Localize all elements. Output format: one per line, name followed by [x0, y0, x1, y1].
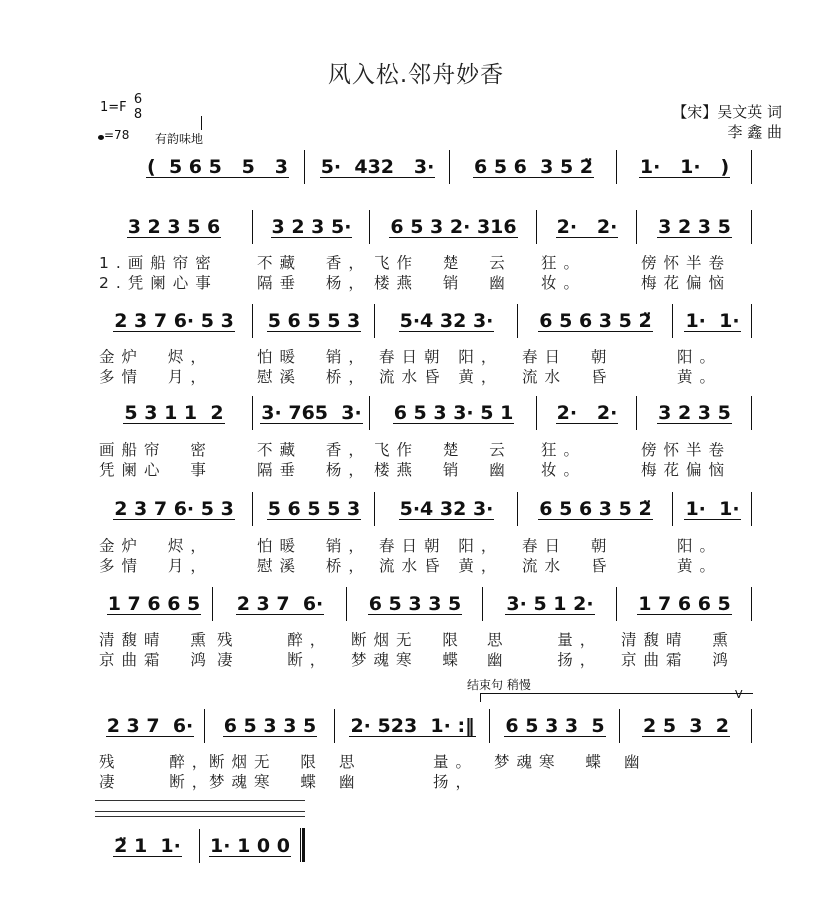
- measure: [95, 711, 205, 741]
- lyric-segment: 春日朝 阳，: [379, 537, 504, 555]
- measure: [95, 494, 253, 524]
- measure-notes: 1· 1· ): [639, 155, 730, 178]
- notes-row: [95, 494, 752, 524]
- lyric-segment: 梦魂寒 蝶: [209, 773, 323, 791]
- measure: [253, 398, 370, 428]
- measure: [253, 212, 370, 242]
- bar-line: [751, 709, 752, 743]
- measure-notes: 3 2 3 5 6: [127, 215, 221, 238]
- lyric-segment: 慰溪 桥，: [257, 557, 371, 575]
- lyric-segment: 怕暖 销，: [257, 348, 371, 366]
- lyric-segment: 断烟无 限: [351, 631, 465, 649]
- slur-line: [95, 816, 305, 817]
- notes-row: [130, 152, 752, 182]
- lyric-segment: 京曲霜 鸿: [99, 651, 213, 669]
- measure-notes: 3· 765 3·: [261, 401, 362, 424]
- bar-line: [751, 492, 752, 526]
- measure: [483, 589, 617, 619]
- lyric-segment: 凄 断，: [99, 773, 215, 791]
- measure-notes: 3· 5 1 2·: [506, 592, 594, 615]
- lyric-segment: 阳。: [677, 348, 723, 366]
- lyric-segment: 隔垂 杨，: [257, 461, 371, 479]
- measure: [370, 398, 537, 428]
- measure-notes: 1 7 6 6 5: [638, 592, 731, 615]
- bar-line: [751, 396, 752, 430]
- measure: [95, 306, 253, 336]
- measure-notes: 5·4 32 3·: [399, 497, 494, 520]
- lyric-segment: 楼燕 销 幽: [374, 461, 512, 479]
- measure-notes: 6 5 3 2· 316: [390, 215, 517, 238]
- lyrics-verse-2: [95, 554, 752, 576]
- expression-marking: 有韵味地: [155, 132, 204, 146]
- measure-notes: 2 3 7 6· 5 3: [114, 497, 234, 520]
- measure: [95, 589, 213, 619]
- lyric-segment: 清馥晴 熏: [621, 631, 735, 649]
- lyric-segment: 慰溪 桥，: [257, 368, 371, 386]
- notes-row: [95, 711, 752, 741]
- lyric-segment: 妆。: [541, 274, 587, 292]
- bar-line: [751, 210, 752, 244]
- lyric-segment: [620, 770, 752, 792]
- lyrics-verse-1: [95, 438, 752, 460]
- bar-line: [751, 587, 752, 621]
- lyric-segment: 多情 月，: [99, 557, 213, 575]
- lyric-segment: 梅花偏恼: [641, 274, 732, 292]
- measure-notes: 5· 432 3·: [320, 155, 435, 178]
- notes-row: [95, 398, 752, 428]
- lyrics-verse-2: [95, 365, 752, 387]
- bar-line: [751, 150, 752, 184]
- lyrics-verse-1: [95, 628, 752, 650]
- time-denominator: 8: [133, 107, 143, 122]
- lyrics-verse-2: [95, 648, 752, 670]
- measure: [200, 831, 300, 861]
- measure: [335, 711, 490, 741]
- lyric-segment: 流水 昏: [522, 557, 614, 575]
- notes-row: [95, 831, 300, 861]
- crescendo-lines: [95, 800, 305, 812]
- measure: [637, 212, 752, 242]
- lyric-segment: 妆。: [541, 461, 587, 479]
- lyric-segment: 黄。: [677, 368, 723, 386]
- lyric-segment: 春日 朝: [522, 537, 614, 555]
- measure: [673, 494, 752, 524]
- tempo-marking: [98, 128, 129, 142]
- lyric-segment: 流水昏 黄，: [379, 368, 504, 386]
- measure: [537, 212, 637, 242]
- measure-notes: ( 5 6 5 5 3: [147, 155, 288, 178]
- measure: [637, 398, 752, 428]
- lyric-segment: 飞作 楚 云: [374, 254, 512, 272]
- notes-row: [95, 306, 752, 336]
- measure-notes: 1 7 6 6 5: [107, 592, 201, 615]
- lyric-segment: [490, 770, 620, 792]
- lyrics-verse-2: [95, 770, 752, 792]
- measure: [620, 711, 752, 741]
- lyric-segment: 流水昏 黄，: [379, 557, 504, 575]
- measure-notes: 6 5 3 3 5: [505, 714, 605, 737]
- measure-notes: 5 6 5 5 3: [267, 309, 361, 332]
- lyric-segment: 隔垂 杨，: [257, 274, 371, 292]
- measure: [130, 152, 305, 182]
- measure-notes: 2· 2·: [556, 215, 618, 238]
- composer-credit: 李 鑫 曲: [727, 123, 782, 141]
- measure-notes: 2 3 7 6·: [236, 592, 324, 615]
- measure-notes: 6 5 6 3 5 2̈: [473, 155, 593, 178]
- measure: [370, 212, 537, 242]
- lyric-segment: 幽: [624, 753, 647, 771]
- lyric-segment: 清馥晴 熏: [99, 631, 213, 649]
- lyric-segment: 飞作 楚 云: [374, 441, 512, 459]
- lyric-segment: 画船帘 密: [99, 441, 213, 459]
- lyric-segment: 春日 朝: [522, 348, 614, 366]
- lyric-segment: 梅花偏恼: [641, 461, 732, 479]
- measure: [617, 589, 752, 619]
- measure-notes: 1· 1·: [685, 497, 740, 520]
- measure: [347, 589, 483, 619]
- lyric-segment: 1.画船帘密: [99, 254, 218, 272]
- tempo-value: =78: [104, 128, 130, 142]
- song-title: 风入松.邻舟妙香: [327, 62, 505, 88]
- measure: [537, 398, 637, 428]
- measure-notes: 2 3 7 6·: [106, 714, 194, 737]
- lyric-segment: 凄 断，: [217, 651, 333, 669]
- lyric-segment: 不藏 香，: [257, 254, 371, 272]
- measure: [617, 152, 752, 182]
- lyricist-credit: 【宋】吴文英 词: [672, 103, 782, 121]
- lyric-segment: 流水 昏: [522, 368, 614, 386]
- lyric-segment: 黄。: [677, 557, 723, 575]
- measure-notes: 3 2 3 5: [658, 215, 731, 238]
- time-numerator: 6: [133, 92, 143, 107]
- measure: [253, 494, 375, 524]
- quarter-note-icon: [98, 135, 104, 140]
- measure-notes: 1· 1 0 0: [210, 834, 290, 857]
- measure-notes: 3 2 3 5: [658, 401, 731, 424]
- lyric-segment: 残 醉，: [99, 753, 215, 771]
- lyrics-verse-2: [95, 271, 752, 293]
- lyric-segment: 凭阑心 事: [99, 461, 213, 479]
- measure: [95, 212, 253, 242]
- lyric-segment: 幽 扬，: [487, 651, 603, 669]
- measure: [213, 589, 347, 619]
- breath-mark: V: [735, 688, 743, 701]
- measure: [375, 306, 518, 336]
- measure-notes: 3 2 3 5·: [271, 215, 352, 238]
- notes-row: [95, 212, 752, 242]
- measure: [95, 831, 200, 861]
- lyrics-verse-2: [95, 458, 752, 480]
- measure-notes: 2 5 3 2: [643, 714, 729, 737]
- lyric-segment: 幽 扬，: [339, 773, 479, 791]
- final-barline: [300, 828, 305, 862]
- lyric-segment: 2.凭阑心事: [99, 274, 218, 292]
- measure: [95, 398, 253, 428]
- measure-notes: 5 6 5 5 3: [267, 497, 361, 520]
- lyrics-verse-1: [95, 534, 752, 556]
- lyric-segment: 梦魂寒 蝶: [351, 651, 465, 669]
- measure-notes: 2 3 7 6· 5 3: [114, 309, 234, 332]
- lyric-segment: 不藏 香，: [257, 441, 371, 459]
- measure: [450, 152, 617, 182]
- lyric-segment: 傍怀半卷: [641, 254, 732, 272]
- lyric-segment: 楼燕 销 幽: [374, 274, 512, 292]
- lyric-segment: 春日朝 阳，: [379, 348, 504, 366]
- lyric-segment: 京曲霜 鸿: [621, 651, 735, 669]
- ending-bracket: [480, 693, 753, 702]
- measure-notes: 2̈ 1 1·: [114, 834, 181, 857]
- measure: [205, 711, 335, 741]
- measure: [518, 306, 673, 336]
- lyric-segment: 梦魂寒 蝶: [494, 753, 608, 771]
- measure-notes: 2· 2·: [556, 401, 618, 424]
- lyrics-verse-1: [95, 251, 752, 273]
- lyric-segment: 金炉 烬，: [99, 537, 213, 555]
- lyric-segment: 多情 月，: [99, 368, 213, 386]
- lyric-segment: 怕暖 销，: [257, 537, 371, 555]
- lyric-segment: 狂。: [541, 441, 587, 459]
- measure: [490, 711, 620, 741]
- measure: [375, 494, 518, 524]
- measure-notes: 6 5 6 3 5 2̈: [539, 309, 652, 332]
- lyric-segment: 断烟无 限: [209, 753, 323, 771]
- measure-notes: 6 5 3 3· 5 1: [393, 401, 514, 424]
- measure-notes: 2· 523 1· :‖: [350, 714, 475, 737]
- lyric-segment: 金炉 烬，: [99, 348, 213, 366]
- lyric-segment: 狂。: [541, 254, 587, 272]
- notes-row: [95, 589, 752, 619]
- lyric-segment: 思 量，: [487, 631, 603, 649]
- measure-notes: 5·4 32 3·: [399, 309, 494, 332]
- key-signature: 1=F: [100, 100, 127, 115]
- lyrics-verse-1: [95, 345, 752, 367]
- lyrics-verse-1: [95, 750, 752, 772]
- bar-line: [751, 304, 752, 338]
- measure-notes: 5 3 1 1 2: [124, 401, 224, 424]
- lyric-segment: 阳。: [677, 537, 723, 555]
- measure-notes: 6 5 6 3 5 2̈: [539, 497, 652, 520]
- ending-label: 结束句 稍慢: [467, 678, 531, 692]
- measure-notes: 1· 1·: [685, 309, 740, 332]
- measure: [673, 306, 752, 336]
- measure-notes: 6 5 3 3 5: [223, 714, 317, 737]
- lyric-segment: 残 醉，: [217, 631, 333, 649]
- time-signature: [131, 92, 145, 122]
- measure: [253, 306, 375, 336]
- measure: [518, 494, 673, 524]
- measure: [305, 152, 450, 182]
- measure-notes: 6 5 3 3 5: [368, 592, 462, 615]
- lyric-segment: 思 量。: [339, 753, 479, 771]
- lyric-segment: 傍怀半卷: [641, 441, 732, 459]
